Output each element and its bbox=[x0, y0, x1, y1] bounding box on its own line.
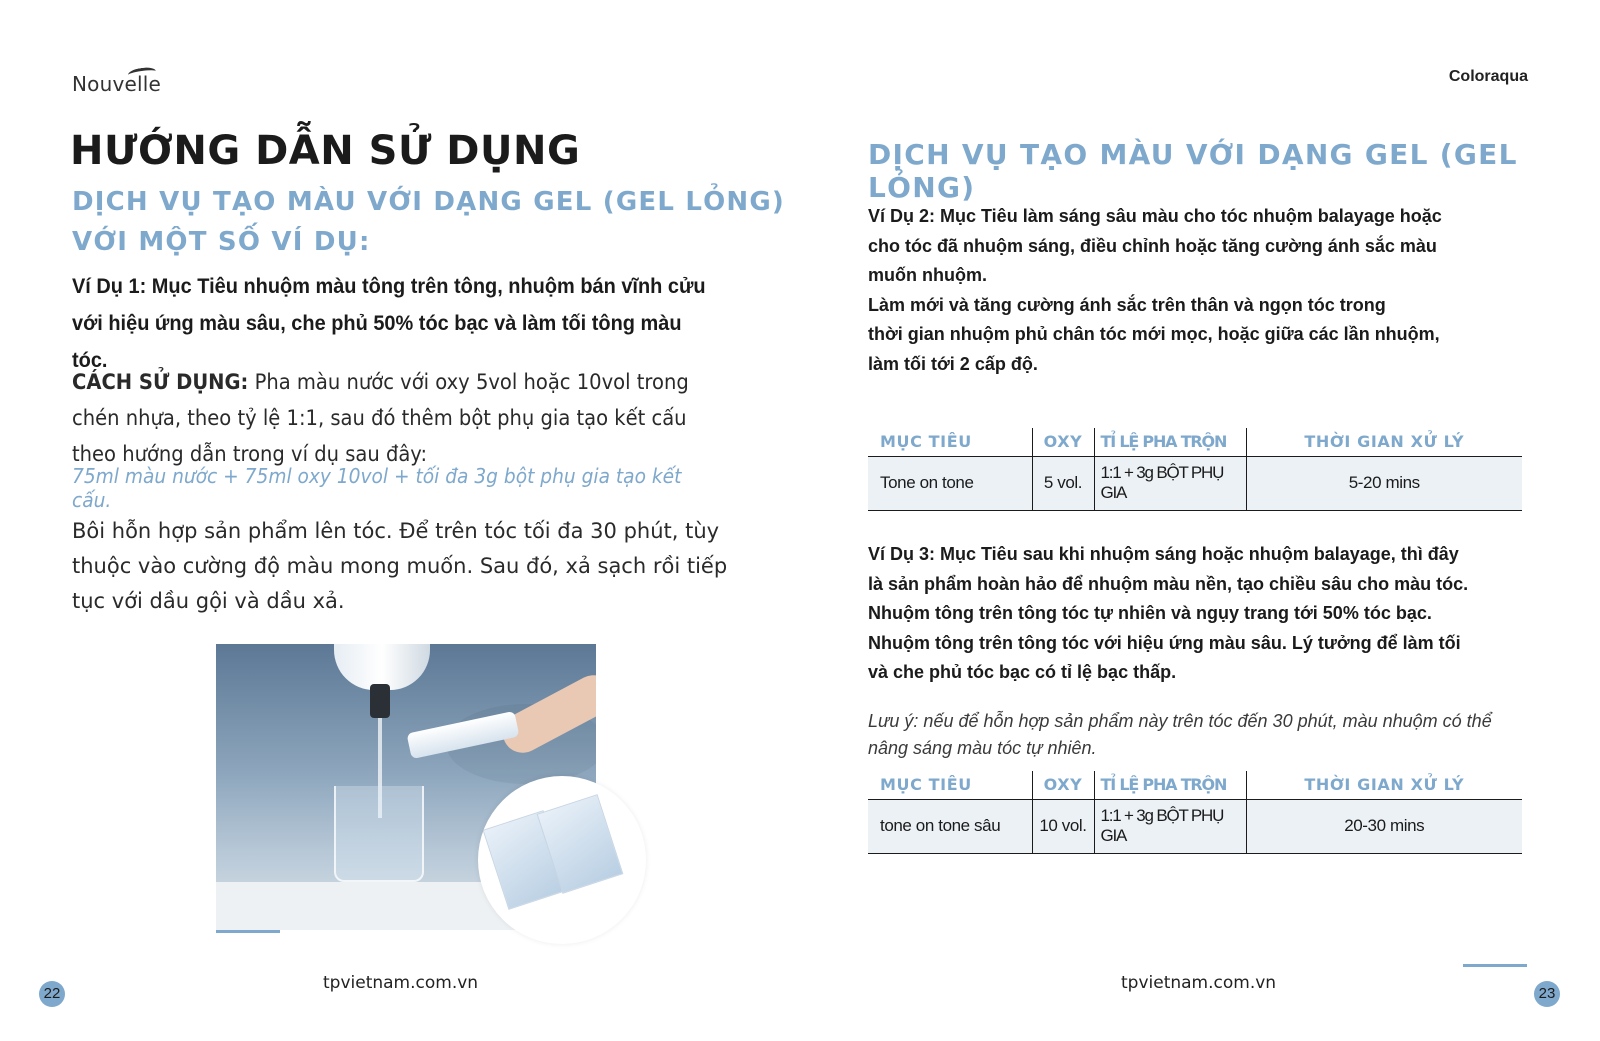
example-3-line: và che phủ tóc bạc có tỉ lệ bạc thấp. bbox=[868, 662, 1177, 682]
usage-label: CÁCH SỬ DỤNG: bbox=[72, 370, 249, 394]
footer-url-left[interactable]: tpvietnam.com.vn bbox=[323, 973, 479, 993]
bottle-nozzle-icon bbox=[370, 684, 390, 718]
example-3-line: Ví Dụ 3: Mục Tiêu sau khi nhuộm sáng hoặc nhuộm balayage, thì đây bbox=[868, 544, 1459, 564]
cell-time: 20-30 mins bbox=[1246, 799, 1522, 853]
subtitle-line: VỚI MỘT SỐ VÍ DỤ: bbox=[72, 227, 371, 257]
brand-logo: Nouvelle bbox=[72, 72, 162, 96]
section-subtitle bbox=[72, 182, 785, 262]
header-goal: MỤC TIÊU bbox=[868, 428, 1032, 456]
example-1-line: Ví Dụ 1: Mục Tiêu nhuộm màu tông trên tông, nhuộm bán vĩnh cửu bbox=[72, 275, 706, 298]
collection-name: Coloraqua bbox=[1448, 68, 1528, 85]
table-header-row bbox=[868, 771, 1522, 799]
example-2-line: Làm mới và tăng cường ánh sắc trên thân và ngọn tóc trong bbox=[868, 294, 1386, 315]
example-2-line: Ví Dụ 2: Mục Tiêu làm sáng sâu màu cho tóc nhuộm balayage hoặc bbox=[868, 206, 1442, 226]
application-text: Bôi hỗn hợp sản phẩm lên tóc. Để trên tóc tối đa 30 phút, tùy thuộc vào cường độ màu mong muốn. Sau đó, xả sạch rồi tiếp tục với dầu gội và dầu xả. bbox=[72, 519, 728, 613]
example-2-line: cho tóc đã nhuộm sáng, điều chỉnh hoặc tăng cường ánh sắc màu bbox=[868, 235, 1437, 256]
example-1-line: với hiệu ứng màu sâu, che phủ 50% tóc bạc và làm tối tông màu tóc. bbox=[72, 312, 682, 372]
example-3-line: Nhuộm tông trên tông tóc với hiệu ứng màu sâu. Lý tưởng để làm tối bbox=[868, 632, 1461, 653]
table-row bbox=[868, 456, 1522, 510]
header-time: THỜI GIAN XỬ LÝ bbox=[1246, 771, 1522, 799]
table-row bbox=[868, 799, 1522, 853]
usage-text: Pha màu nước với oxy 5vol hoặc 10vol trong chén nhựa, theo tỷ lệ 1:1, sau đó thêm bột phụ gia tạo kết cấu theo hướng dẫn trong ví dụ sau đây: bbox=[72, 370, 689, 466]
footer-url-right[interactable]: tpvietnam.com.vn bbox=[1121, 973, 1277, 993]
page-number-right: 23 bbox=[1534, 981, 1560, 1007]
right-page-title: DỊCH VỤ TẠO MÀU VỚI DẠNG GEL (GEL LỎNG) bbox=[868, 138, 1518, 204]
footer-accent-rule bbox=[1463, 964, 1527, 967]
example-2-line: muốn nhuộm. bbox=[868, 265, 987, 285]
note bbox=[868, 708, 1522, 762]
cell-goal: tone on tone sâu bbox=[868, 799, 1032, 853]
mixing-glass-icon bbox=[334, 786, 424, 882]
subtitle-line: DỊCH VỤ TẠO MÀU VỚI DẠNG GEL (GEL LỎNG) bbox=[72, 187, 785, 217]
usage-instructions bbox=[72, 364, 704, 472]
cell-time: 5-20 mins bbox=[1246, 456, 1522, 510]
sachet-inset bbox=[478, 776, 646, 944]
header-mix: TỈ LỆ PHA TRỘN bbox=[1094, 428, 1246, 456]
spec-table-example-3 bbox=[868, 771, 1522, 854]
cell-oxy: 10 vol. bbox=[1032, 799, 1094, 853]
table-header-row bbox=[868, 428, 1522, 456]
note-line: nâng sáng màu tóc tự nhiên. bbox=[868, 738, 1097, 758]
photo-accent-rule bbox=[216, 930, 280, 933]
page-title: HƯỚNG DẪN SỬ DỤNG bbox=[70, 128, 581, 174]
header-goal: MỤC TIÊU bbox=[868, 771, 1032, 799]
cell-mix: 1:1 + 3g BỘT PHỤ GIA bbox=[1094, 456, 1246, 510]
spec-table-example-2 bbox=[868, 428, 1522, 511]
example-1 bbox=[72, 268, 718, 379]
header-oxy: OXY bbox=[1032, 771, 1094, 799]
example-3-line: là sản phẩm hoàn hảo để nhuộm màu nền, tạo chiều sâu cho màu tóc. bbox=[868, 573, 1469, 594]
example-3 bbox=[868, 540, 1518, 688]
header-oxy: OXY bbox=[1032, 428, 1094, 456]
example-3-line: Nhuộm tông trên tông tóc tự nhiên và ngụy trang tới 50% tóc bạc. bbox=[868, 603, 1432, 623]
header-mix: TỈ LỆ PHA TRỘN bbox=[1094, 771, 1246, 799]
example-2-line: làm tối tới 2 cấp độ. bbox=[868, 353, 1038, 374]
example-2 bbox=[868, 202, 1508, 379]
cell-mix: 1:1 + 3g BỘT PHỤ GIA bbox=[1094, 799, 1246, 853]
header-time: THỜI GIAN XỬ LÝ bbox=[1246, 428, 1522, 456]
note-line: Lưu ý: nếu để hỗn hợp sản phẩm này trên tóc đến 30 phút, màu nhuộm có thể bbox=[868, 711, 1492, 731]
example-2-line: thời gian nhuộm phủ chân tóc mới mọc, hoặc giữa các lần nhuộm, bbox=[868, 324, 1440, 344]
cell-oxy: 5 vol. bbox=[1032, 456, 1094, 510]
page-number-left: 22 bbox=[39, 981, 65, 1007]
cell-goal: Tone on tone bbox=[868, 456, 1032, 510]
mixing-formula: 75ml màu nước + 75ml oxy 10vol + tối đa 3g bột phụ gia tạo kết cấu. bbox=[72, 464, 682, 512]
